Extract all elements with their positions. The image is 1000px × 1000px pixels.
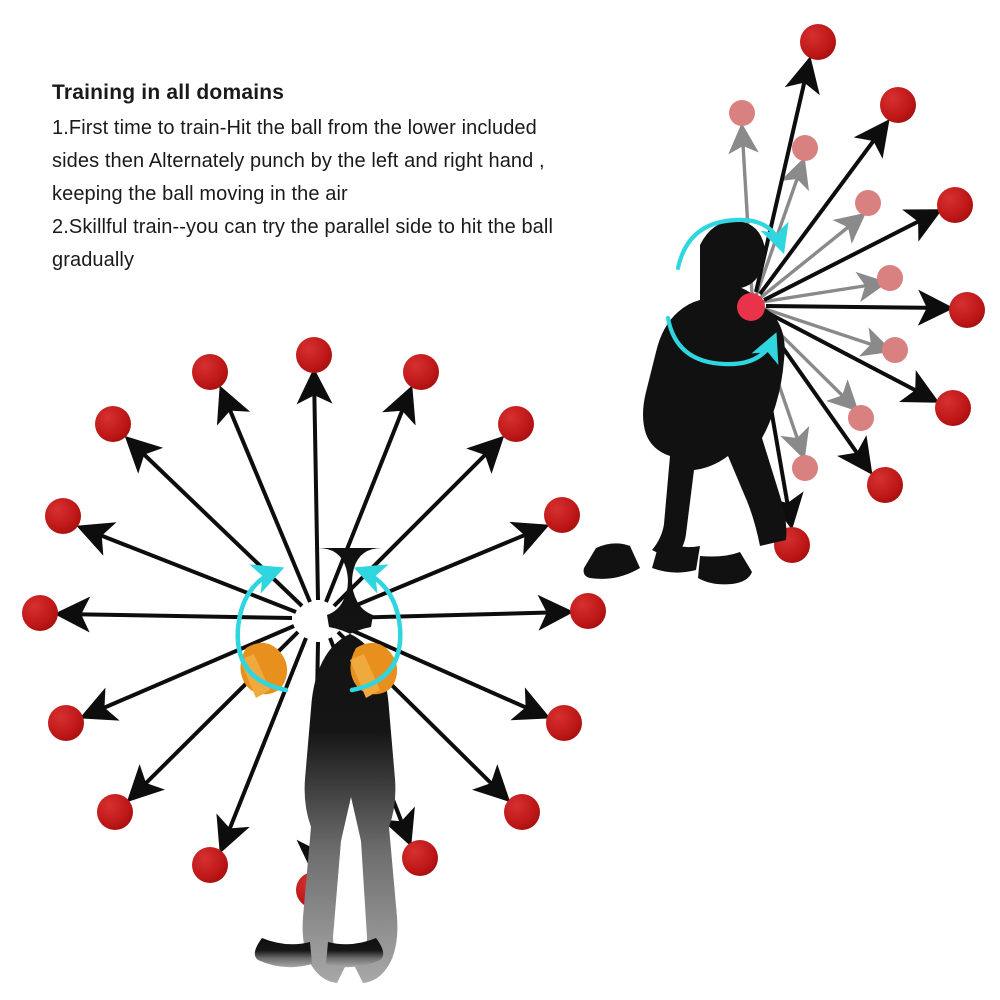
ball-faded	[882, 337, 908, 363]
ball-red	[48, 705, 84, 741]
side-black-arrows	[756, 62, 948, 524]
ball-faded	[855, 190, 881, 216]
ball-red	[937, 187, 973, 223]
instructions-line-4: 2.Skillful train--you can try the parallel side to hit the ball	[52, 216, 553, 238]
ball-red	[22, 595, 58, 631]
instructions-line-1: 1.First time to train-Hit the ball from the lower included	[52, 117, 537, 139]
ball-red	[498, 406, 534, 442]
ball-red	[402, 840, 438, 876]
ball-faded	[848, 405, 874, 431]
ball-faded	[729, 100, 755, 126]
ball-red	[192, 847, 228, 883]
ball-red	[546, 705, 582, 741]
ball-red	[95, 406, 131, 442]
ball-red	[296, 337, 332, 373]
front-boxer-left-foot	[255, 938, 312, 967]
ball-faded	[877, 265, 903, 291]
side-boxer-front-foot	[584, 543, 640, 578]
ball-faded	[792, 455, 818, 481]
ball-red	[949, 292, 985, 328]
ball-red	[880, 87, 916, 123]
front-boxer-figure	[255, 548, 398, 983]
ball-faded	[792, 135, 818, 161]
ball-red	[45, 498, 81, 534]
instructions-line-5: gradually	[52, 249, 135, 271]
side-boxer-figure	[584, 221, 787, 584]
ball-red	[867, 467, 903, 503]
ball-red	[403, 354, 439, 390]
side-boxer-back-foot	[698, 552, 752, 584]
ball-red	[570, 593, 606, 629]
ball-red	[97, 794, 133, 830]
ball-red	[544, 497, 580, 533]
ball-red	[504, 794, 540, 830]
ball-red	[192, 354, 228, 390]
ball-red	[800, 24, 836, 60]
ball-red	[935, 390, 971, 426]
instructions-line-2: sides then Alternately punch by the left and right hand ,	[52, 150, 545, 172]
side-reflex-ball	[737, 293, 765, 321]
instructions-line-3: keeping the ball moving in the air	[52, 183, 348, 205]
instructions-heading: Training in all domains	[52, 81, 285, 104]
